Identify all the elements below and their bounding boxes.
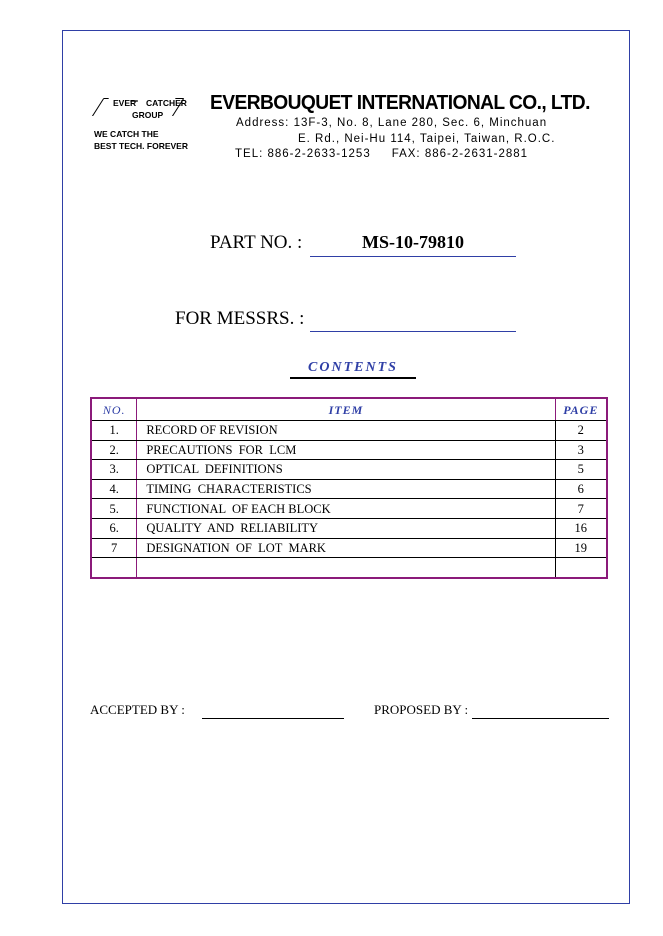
proposed-by-signature-line[interactable] bbox=[472, 718, 609, 719]
row-page: 16 bbox=[555, 518, 607, 538]
row-no: 1. bbox=[91, 421, 137, 441]
company-address-line1: Address: 13F-3, No. 8, Lane 280, Sec. 6, Minchuan bbox=[236, 117, 548, 129]
contents-table bbox=[90, 397, 608, 579]
table-row bbox=[91, 460, 607, 480]
for-messrs-field[interactable] bbox=[310, 331, 516, 332]
row-item bbox=[137, 558, 555, 578]
row-no: 2. bbox=[91, 440, 137, 460]
row-item: PRECAUTIONS FOR LCM bbox=[137, 440, 555, 460]
column-header-no: NO. bbox=[91, 398, 137, 421]
logo-brand-right: CATCHER bbox=[146, 98, 187, 108]
row-no bbox=[91, 558, 137, 578]
row-item: RECORD OF REVISION bbox=[137, 421, 555, 441]
row-item: DESIGNATION OF LOT MARK bbox=[137, 538, 555, 558]
table-header-row bbox=[91, 398, 607, 421]
part-no-underline bbox=[310, 256, 516, 257]
table-row bbox=[91, 421, 607, 441]
part-no-label: PART NO. : bbox=[210, 232, 303, 253]
company-logo bbox=[88, 94, 206, 154]
row-page: 3 bbox=[555, 440, 607, 460]
table-row bbox=[91, 518, 607, 538]
column-header-page: PAGE bbox=[555, 398, 607, 421]
company-contact-line: TEL: 886-2-2633-1253 FAX: 886-2-2631-2881 bbox=[235, 148, 529, 160]
row-item: TIMING CHARACTERISTICS bbox=[137, 479, 555, 499]
logo-slogan-line2: BEST TECH. FOREVER bbox=[94, 141, 188, 151]
row-no: 7 bbox=[91, 538, 137, 558]
table-row bbox=[91, 499, 607, 519]
row-no: 5. bbox=[91, 499, 137, 519]
row-page: 6 bbox=[555, 479, 607, 499]
proposed-by-label: PROPOSED BY : bbox=[374, 702, 469, 717]
row-page bbox=[555, 558, 607, 578]
accepted-by-signature-line[interactable] bbox=[202, 718, 344, 719]
logo-brand-left: EVER bbox=[113, 98, 137, 108]
part-no-value: MS-10-79810 bbox=[362, 232, 464, 252]
table-row bbox=[91, 538, 607, 558]
table-row-empty bbox=[91, 558, 607, 578]
table-row bbox=[91, 479, 607, 499]
row-page: 19 bbox=[555, 538, 607, 558]
column-header-item: ITEM bbox=[137, 398, 555, 421]
logo-slogan-line1: WE CATCH THE bbox=[94, 129, 159, 139]
row-item: QUALITY AND RELIABILITY bbox=[137, 518, 555, 538]
company-name: EVERBOUQUET INTERNATIONAL CO., LTD. bbox=[210, 92, 590, 114]
contents-title: CONTENTS bbox=[290, 360, 416, 379]
row-item: FUNCTIONAL OF EACH BLOCK bbox=[137, 499, 555, 519]
row-item: OPTICAL DEFINITIONS bbox=[137, 460, 555, 480]
row-page: 2 bbox=[555, 421, 607, 441]
row-no: 3. bbox=[91, 460, 137, 480]
company-address-line2: E. Rd., Nei-Hu 114, Taipei, Taiwan, R.O.C. bbox=[298, 133, 556, 145]
logo-brand-sub: GROUP bbox=[132, 110, 164, 120]
table-row bbox=[91, 440, 607, 460]
row-no: 4. bbox=[91, 479, 137, 499]
for-messrs-label: FOR MESSRS. : bbox=[175, 308, 305, 329]
row-no: 6. bbox=[91, 518, 137, 538]
accepted-by-label: ACCEPTED BY : bbox=[90, 702, 185, 717]
row-page: 7 bbox=[555, 499, 607, 519]
row-page: 5 bbox=[555, 460, 607, 480]
